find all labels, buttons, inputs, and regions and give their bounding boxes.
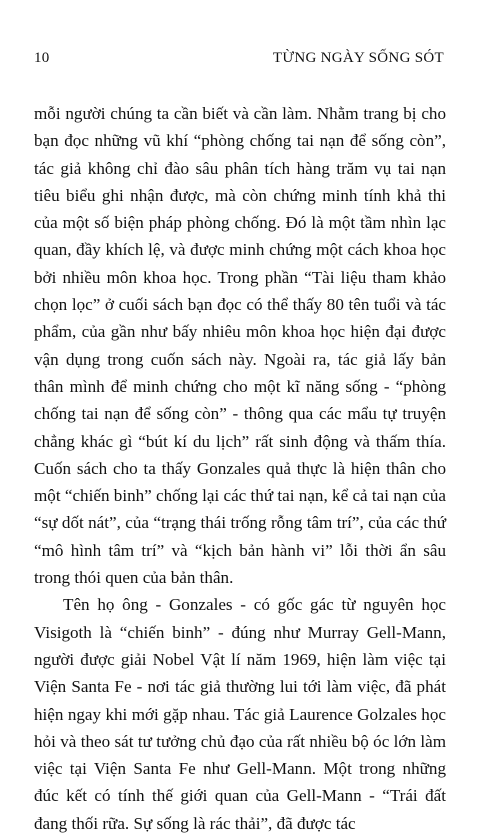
body-text [34,100,446,837]
page-header [34,50,444,72]
page-number: 10 [34,50,50,66]
running-title: TỪNG NGÀY SỐNG SÓT [272,50,444,66]
paragraph-1: mỗi người chúng ta cần biết và cần làm. Nhằm trang bị cho bạn đọc những vũ khí “phòng chống tai nạn để sống còn”, tác giả không chỉ đào sâu phân tích hàng trăm vụ tai nạn tiêu biểu ghi nhận được, mà còn chứng minh tính khả thi của một số biện pháp phòng chống. Đó là một tầm nhìn lạc quan, đầy khích lệ, và được minh chứng một cách khoa học bởi nhiều môn khoa học. Trong phần “Tài liệu tham khảo chọn lọc” ở cuối sách bạn đọc có thể thấy 80 tên tuổi và tác phẩm, của gần như bấy nhiêu môn khoa học hiện đại được vận dụng trong cuốn sách này. Ngoài ra, tác giả lấy bản thân mình để minh chứng cho một kĩ năng sống - “phòng chống tai nạn để sống còn” - thông qua các mẩu tự truyện chẳng khác gì “bút kí du lịch” rất sinh động và thấm thía. Cuốn sách cho ta thấy Gonzales quả thực là hiện thân cho một “chiến binh” chống lại các thứ tai nạn, kể cả tai nạn của “sự dốt nát”, của “trạng thái trống rỗng tâm trí”, của các thứ “mô hình tâm trí” và “kịch bản hành vi” lỗi thời ẩn sâu trong thói quen của bản thân. [34,104,446,588]
paragraph-2: Tên họ ông - Gonzales - có gốc gác từ nguyên học Visigoth là “chiến binh” - đúng như Murray Gell-Mann, người được giải Nobel Vật lí năm 1969, hiện làm việc tại Viện Santa Fe - nơi tác giả thường lui tới làm việc, đã phát hiện ngay khi mới gặp nhau. Tác giả Laurence Golzales học hỏi và theo sát tư tưởng chủ đạo của rất nhiều bộ óc lớn làm việc tại Viện Santa Fe như Gell-Mann. Một trong những đúc kết có tính thế giới quan của Gell-Mann - “Trái đất đang thối rữa. Sự sống là rác thải”, đã được tác [34,595,446,833]
